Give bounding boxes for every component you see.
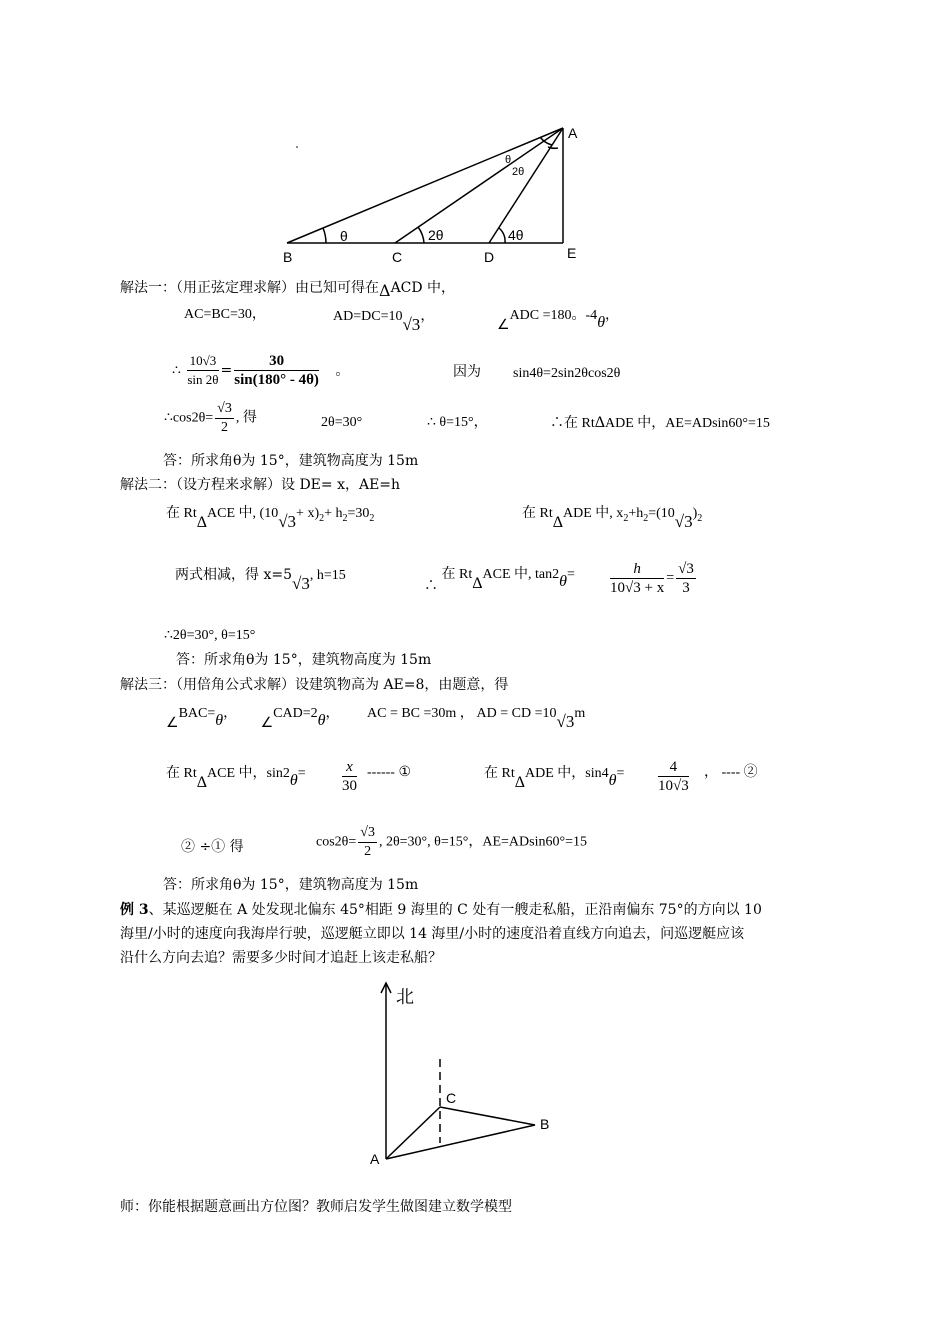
s2-subtract: 两式相减，得 x=5√3, h=15 xyxy=(175,567,346,593)
s3-divide: ② ÷① 得 xyxy=(181,839,244,855)
s2-tan-frac: $\frac{h}{10√3 + x}$ = $\frac{√3}{3}$ xyxy=(610,561,694,596)
s2-answer: 答：所求角θ为 15°，建筑物高度为 15m xyxy=(176,652,432,668)
s1-ac-bc: AC=BC=30， xyxy=(184,307,266,322)
label-E: E xyxy=(567,245,577,261)
s2-tan: ∴ 在 RtΔACE 中, tan2θ= xyxy=(424,567,575,594)
s3-sin4: 在 RtΔADE 中，sin4θ= xyxy=(484,766,625,791)
label-C: C xyxy=(392,249,403,265)
example3-line2: 海里/小时的速度向我海岸行驶，巡逻艇立即以 14 海里/小时的速度沿着直线方向追去，问巡逻艇应该 xyxy=(120,926,745,942)
bearing-figure xyxy=(0,975,950,1175)
s1-adc-angle: ∠ADC =180。-4θ， xyxy=(497,308,620,333)
s1-cos: ∴cos2θ= $\frac{√3}{2}$ , 得 xyxy=(164,401,257,435)
s3-frac1: $\frac{x}{30}$ xyxy=(342,759,357,794)
s2-eq1: 在 RtΔACE 中, $(10√3+ x)_2+ h_2=30_2$ xyxy=(166,506,375,531)
label-A: A xyxy=(568,125,578,141)
s2-eq2: 在 RtΔADE 中, $x_2+h_2=(10√3)_2$ xyxy=(522,506,703,531)
label-A2: A xyxy=(370,1151,380,1167)
s1-answer: 答：所求角θ为 15°，建筑物高度为 15m xyxy=(163,453,419,469)
label-C2: C xyxy=(446,1090,457,1106)
angle-C: 2θ xyxy=(428,227,444,243)
label-B2: B xyxy=(540,1116,550,1132)
s1-ae: ∴在 RtΔADE 中，AE=ADsin60°=15 xyxy=(550,414,770,431)
solution3-heading: 解法三：（用倍角公式求解）设建筑物高为 AE=8，由题意，得 xyxy=(120,677,509,693)
s3-marker1: ------ ① xyxy=(367,765,412,780)
triangle-figure xyxy=(0,0,950,270)
s1-2theta: 2θ=30° xyxy=(321,415,363,430)
angle-D: 4θ xyxy=(508,227,524,243)
angle-A2: 2θ xyxy=(512,166,525,178)
s1-because: 因为 xyxy=(453,364,481,380)
s3-sin2: 在 RtΔACE 中，sin2θ= xyxy=(166,766,306,791)
angle-B: θ xyxy=(340,228,348,244)
s1-theta: ∴ θ=15°， xyxy=(427,415,488,430)
s2-result: ∴2θ=30°, θ=15° xyxy=(164,628,256,643)
s3-marker2: ， ---- ② xyxy=(704,765,758,780)
s1-identity: sin4θ=2sin2θcos2θ xyxy=(513,366,621,381)
label-B: B xyxy=(283,249,293,265)
s3-frac2: $\frac{4}{10√3}$ xyxy=(658,759,689,794)
label-D: D xyxy=(484,249,495,265)
north-label: 北 xyxy=(396,987,414,1007)
s3-angles: ∠BAC=θ， ∠CAD=2θ， AC = BC =30m ， AD = CD =10√3m xyxy=(166,706,586,731)
example3-line3: 沿什么方向去追？需要多少时间才追赶上该走私船？ xyxy=(120,950,442,966)
angle-A1: θ xyxy=(505,154,512,166)
s3-answer: 答：所求角θ为 15°，建筑物高度为 15m xyxy=(163,877,419,893)
solution1-heading: 解法一：（用正弦定理求解）由已知可得在ΔACD 中， xyxy=(120,280,456,300)
teacher-note: 师：你能根据题意画出方位图？教师启发学生做图建立数学模型 xyxy=(120,1199,512,1215)
solution2-heading: 解法二：（设方程来求解）设 DE= x，AE=h xyxy=(120,477,401,493)
s3-cos: cos2θ= $\frac{√3}{2}$ , 2θ=30°, θ=15°，AE=ADsin60°=15 xyxy=(316,825,587,859)
s1-ad-dc: AD=DC=10√3， xyxy=(333,309,435,334)
s1-sine-law: ∴ $\frac{10√3}{\sin 2\theta}$ = $\frac{30}{\sin(180^\circ - 4\theta)}$ 。 xyxy=(172,353,350,388)
example3-line1: 例 3、某巡逻艇在 A 处发现北偏东 45°相距 9 海里的 C 处有一艘走私船，正沿南偏东 75°的方向以 10 xyxy=(120,902,762,918)
